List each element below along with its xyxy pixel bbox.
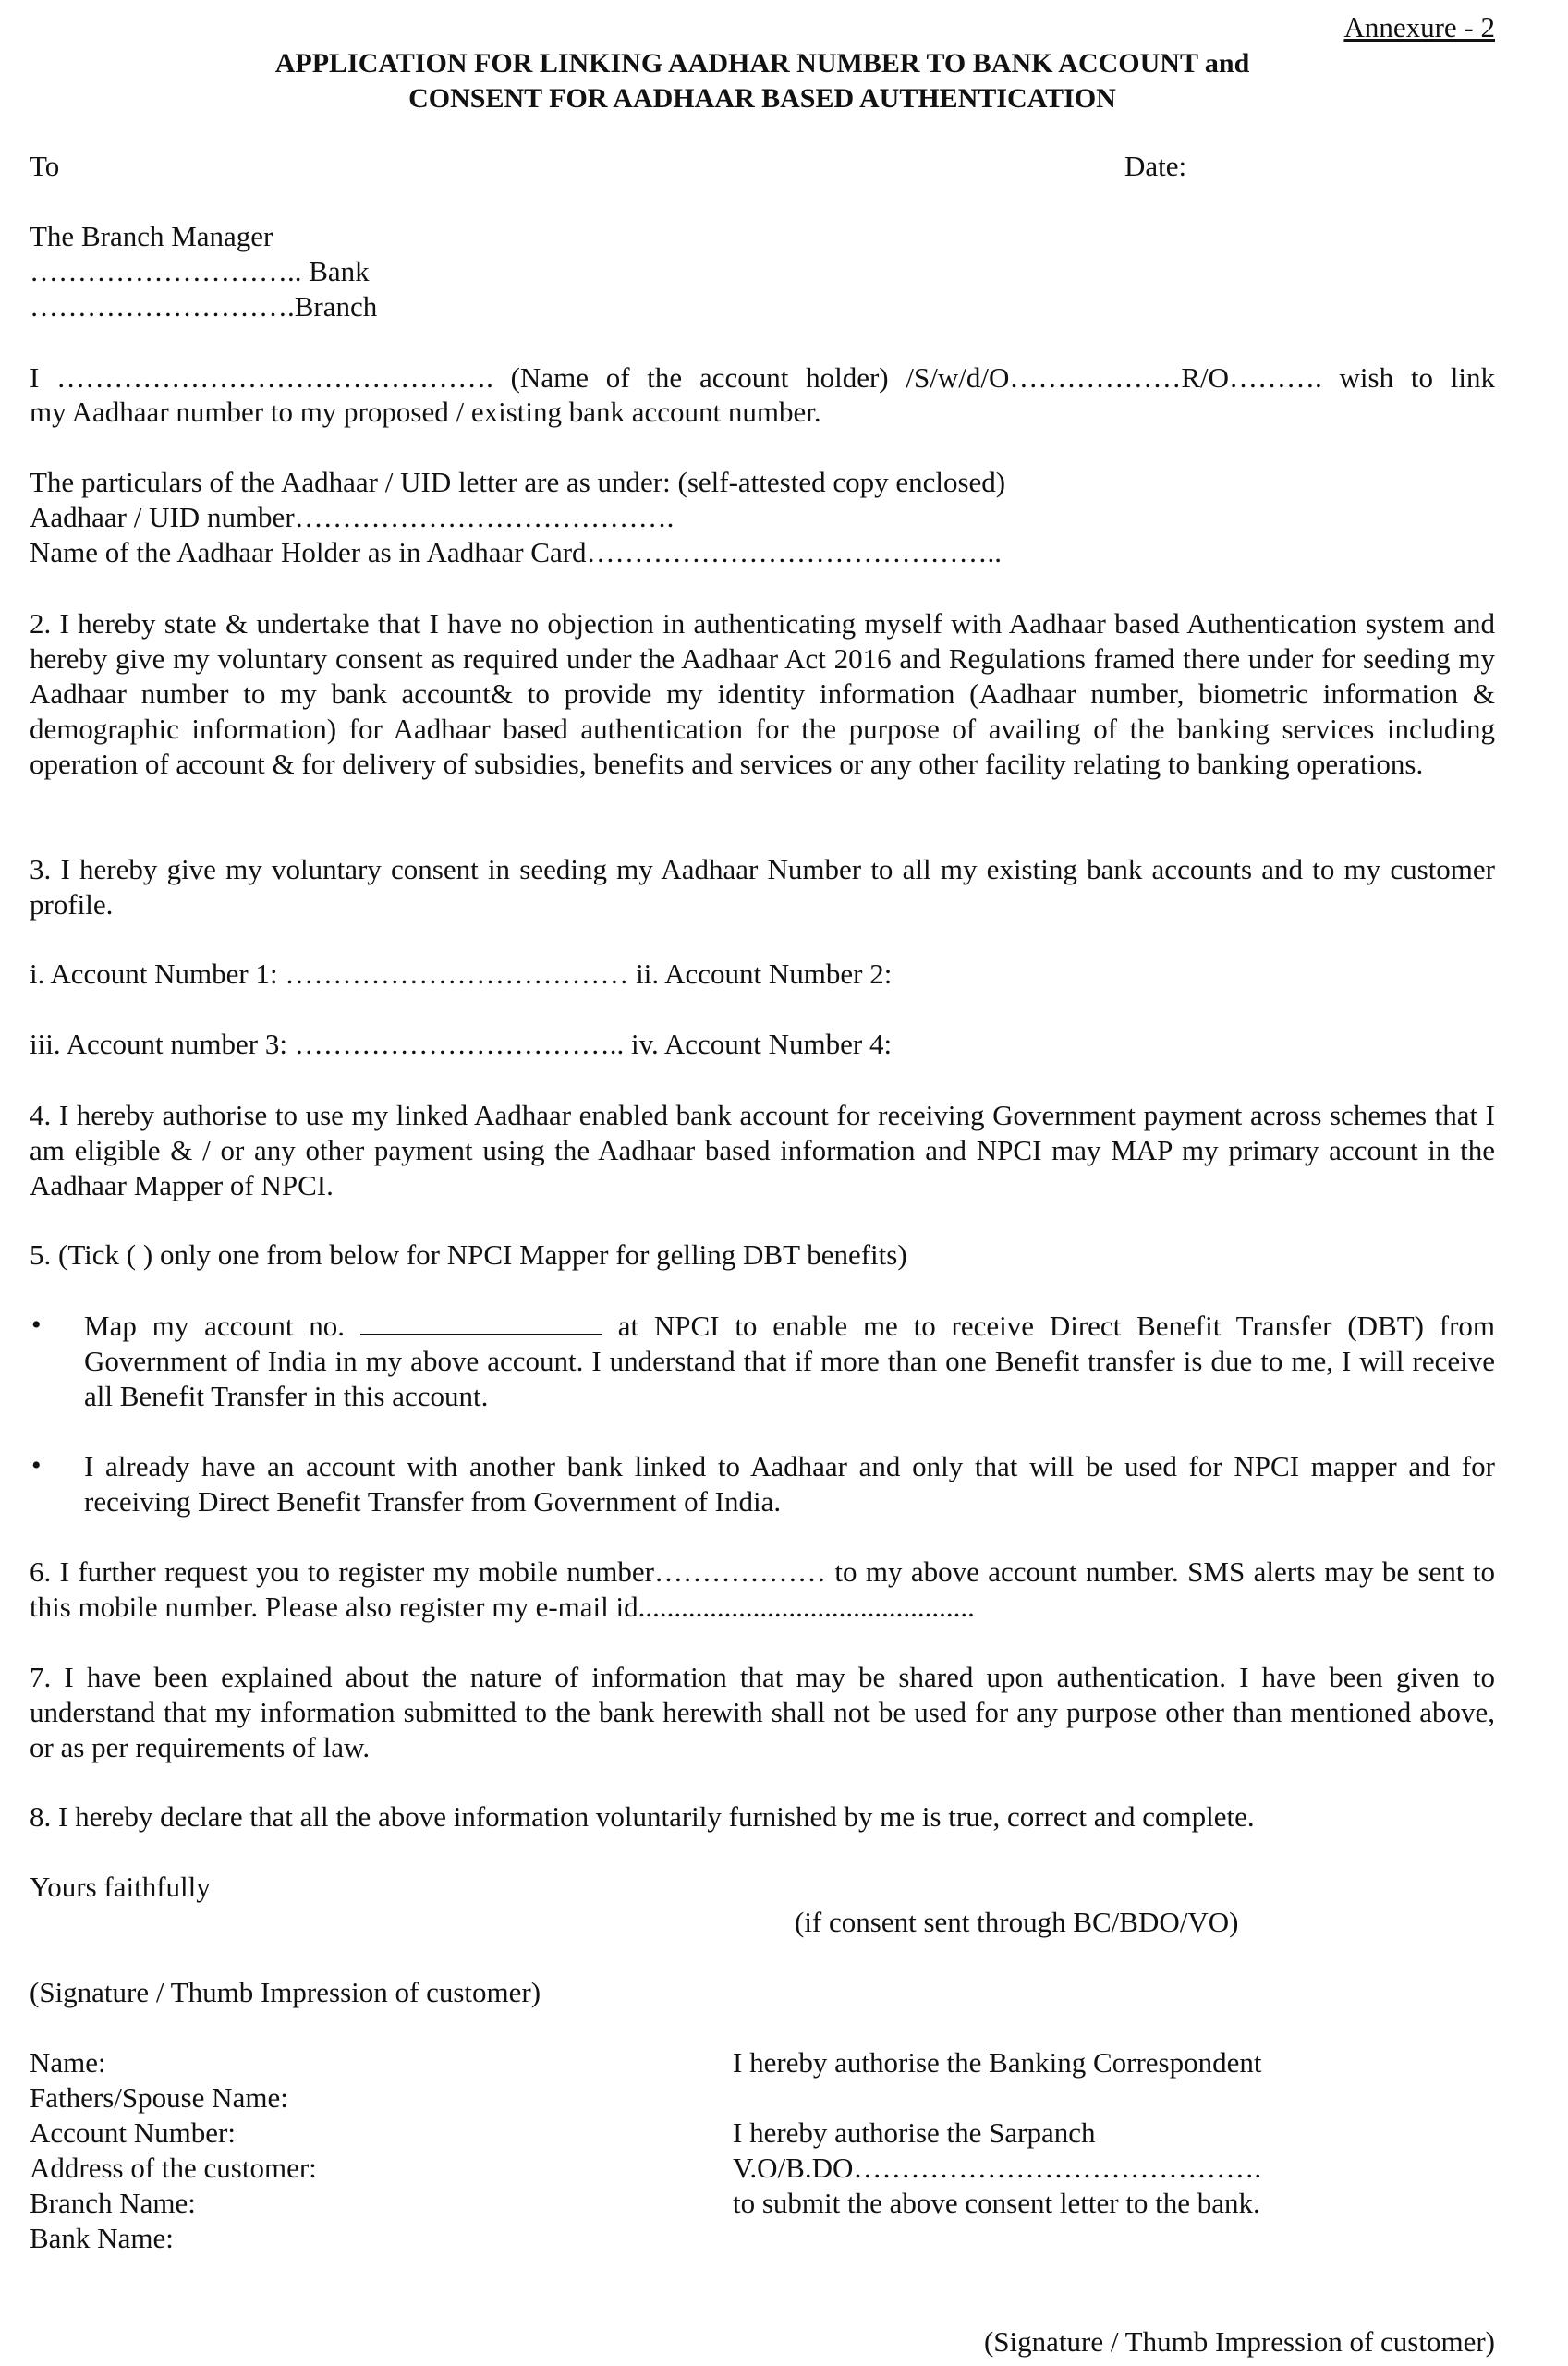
bullet-2-dot: • bbox=[31, 1450, 42, 1481]
paragraph-5: 5. (Tick ( ) only one from below for NPCI Mapper for gelling DBT benefits) bbox=[30, 1238, 907, 1271]
aadhaar-number-field: Aadhaar / UID number…………………………………. bbox=[30, 501, 675, 533]
customer-address-field: Address of the customer: bbox=[30, 2152, 317, 2184]
paragraph-8: 8. I hereby declare that all the above information voluntarily furnished by me is true, correct and complete. bbox=[30, 1800, 1255, 1833]
account-number-field: Account Number: bbox=[30, 2116, 236, 2149]
account-numbers-row-2: iii. Account number 3: …………………………….. iv. Account Number 4: bbox=[30, 1028, 893, 1060]
customer-signature-label: (Signature / Thumb Impression of customer) bbox=[30, 1976, 541, 2008]
date-label: Date: bbox=[1124, 150, 1187, 182]
consent-form-document bbox=[30, 0, 1495, 2366]
bottom-signature-label: (Signature / Thumb Impression of customer) bbox=[983, 2325, 1495, 2358]
bullet-1-dot: • bbox=[31, 1310, 42, 1340]
consent-note: (if consent sent through BC/BDO/VO) bbox=[795, 1906, 1239, 1938]
aadhaar-holder-name-field: Name of the Aadhaar Holder as in Aadhaar Card…………………………………….. bbox=[30, 536, 1003, 568]
branch-name-field: Branch Name: bbox=[30, 2187, 196, 2219]
yours-faithfully: Yours faithfully bbox=[30, 1871, 211, 1903]
paragraph-7: 7. I have been explained about the nature of information that may be shared upon authentication. I have been given to understand that my information submitted to the bank herewith shall not be used for any purpose other than mentioned above, or as per requirements of law. bbox=[30, 1661, 1495, 1763]
addressee-line-1: The Branch Manager bbox=[30, 220, 273, 252]
name-field: Name: bbox=[30, 2046, 106, 2079]
paragraph-4: 4. I hereby authorise to use my linked Aadhaar enabled bank account for receiving Government payment across schemes that I am eligible & / or any other payment using the Aadhaar based information and NPCI may MAP my primary account in the Aadhaar Mapper of NPCI. bbox=[30, 1099, 1495, 1201]
bullet-1-text bbox=[84, 1309, 1495, 1414]
account-numbers-row-1: i. Account Number 1: ……………………………… ii. Account Number 2: bbox=[30, 957, 893, 990]
annexure-label: Annexure - 2 bbox=[1343, 11, 1495, 43]
bullet-1-lead: Map my account no. bbox=[84, 1310, 346, 1342]
authorise-sarpanch: I hereby authorise the Sarpanch bbox=[733, 2116, 1096, 2149]
addressee-branch: ……………………….Branch bbox=[30, 290, 378, 323]
form-title bbox=[30, 46, 1495, 116]
paragraph-2: 2. I hereby state & undertake that I have no objection in authenticating myself with Aadhaar based Authentication system and hereby give my voluntary consent as required under the Aadhaar Act 2016 and Regulations framed there under for seeding my Aadhaar number to my bank account& to provide my identity information (Aadhaar number, biometric information & demographic information) for Aadhaar based authentication for the purpose of availing of the banking services including operation of account & for delivery of subsidies, benefits and services or any other facility relating to banking operations. bbox=[30, 607, 1495, 780]
intro-line-2: my Aadhaar number to my proposed / existing bank account number. bbox=[30, 396, 821, 428]
title-line-1: APPLICATION FOR LINKING AADHAR NUMBER TO BANK ACCOUNT and bbox=[274, 48, 1250, 79]
bank-name-field: Bank Name: bbox=[30, 2222, 174, 2254]
bullet-2-text: I already have an account with another bank linked to Aadhaar and only that will be used for NPCI mapper and for receiving Direct Benefit Transfer from Government of India. bbox=[84, 1450, 1495, 1518]
submit-consent-line: to submit the above consent letter to the bank. bbox=[733, 2187, 1260, 2219]
paragraph-3: 3. I hereby give my voluntary consent in seeding my Aadhaar Number to all my existing bank accounts and to my customer profile. bbox=[30, 853, 1495, 921]
account-number-blank bbox=[360, 1310, 602, 1335]
to-label: To bbox=[30, 150, 60, 182]
addressee-bank: ……………………….. Bank bbox=[30, 255, 370, 287]
particulars-heading: The particulars of the Aadhaar / UID letter are as under: (self-attested copy enclosed) bbox=[30, 466, 1006, 498]
bullet-1-rest: at NPCI to enable me to receive Direct Benefit Transfer (DBT) from Government of India in my above account. I understand that if more than one Benefit transfer is due to me, I will receive all Benefit Transfer in this account. bbox=[84, 1310, 1496, 1412]
vo-bdo-field: V.O/B.DO……………………………………. bbox=[733, 2152, 1262, 2184]
authorise-banking-correspondent: I hereby authorise the Banking Correspondent bbox=[733, 2046, 1262, 2079]
fathers-spouse-name-field: Fathers/Spouse Name: bbox=[30, 2081, 288, 2114]
intro-line-1: I ………………………………………. (Name of the account holder) /S/w/d/O………………R/O………. wish to link bbox=[30, 361, 1495, 394]
paragraph-6: 6. I further request you to register my mobile number……………… to my above account number. SMS alerts may be sent to this mobile number. Please also register my e-mail id............................................... bbox=[30, 1555, 1495, 1623]
title-line-2: CONSENT FOR AADHAAR BASED AUTHENTICATION bbox=[408, 83, 1116, 114]
